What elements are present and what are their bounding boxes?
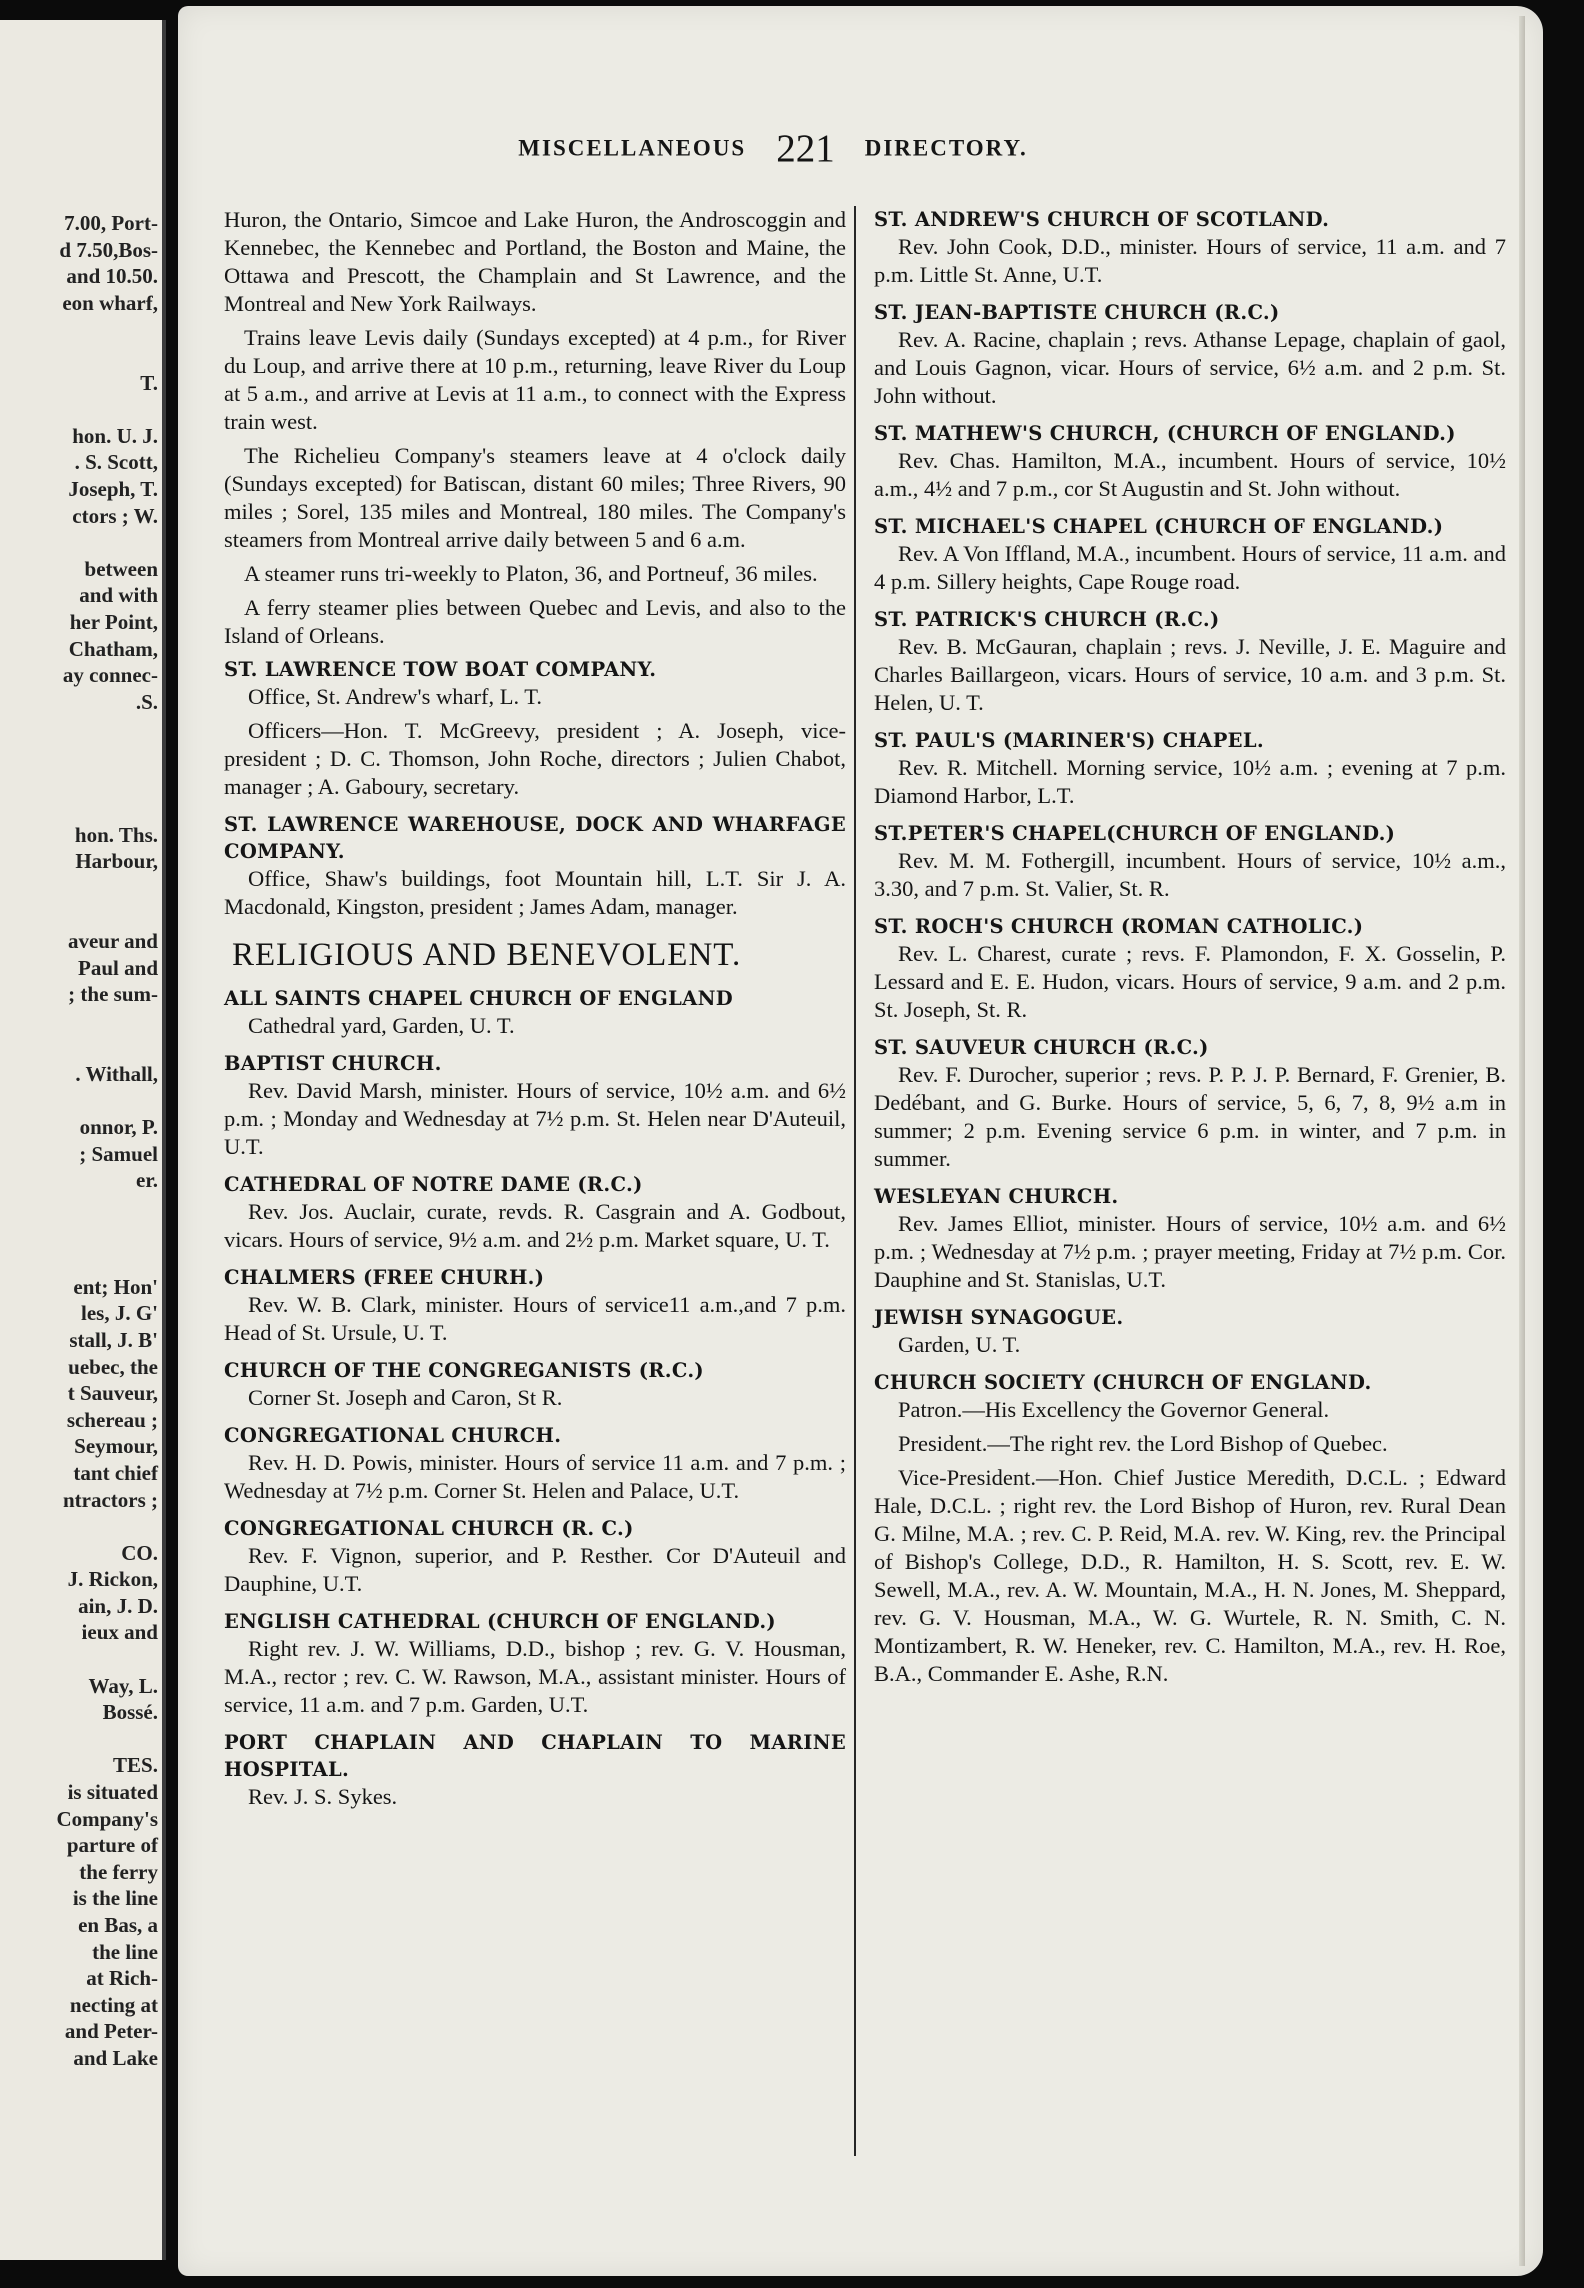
directory-entry xyxy=(224,1050,846,1161)
entry-title: CATHEDRAL OF NOTRE DAME (R.C.) xyxy=(224,1173,643,1196)
sliver-line: t Sauveur, xyxy=(67,1381,158,1406)
entry-body: Rev. David Marsh, minister. Hours of service, 10½ a.m. and 6½ p.m. ; Monday and Wednesday at 7½ p.m. St. Helen near D'Auteuil, U.T. xyxy=(224,1078,846,1159)
sliver-line: . Withall, xyxy=(75,1062,158,1086)
sliver-line xyxy=(0,795,158,822)
paragraph: The Richelieu Company's steamers leave at 4 o'clock daily (Sundays excepted) for Batiscan, distant 60 miles; Three Rivers, 90 miles ; Sorel, 135 miles and Montreal, 180 miles. The Company's steamers from Montreal arrive daily between 5 and 6 a.m. xyxy=(224,443,846,552)
sliver-line: Harbour, xyxy=(75,849,158,874)
directory-entry xyxy=(874,206,1506,289)
sliver-line: necting at xyxy=(69,1992,158,2017)
entries-before xyxy=(224,656,846,921)
right-entries xyxy=(874,206,1506,1688)
directory-entry xyxy=(874,513,1506,596)
sliver-line: is situated xyxy=(67,1780,158,1805)
entry-body: Garden, U. T. xyxy=(898,1332,1021,1357)
sliver-line: schereau ; xyxy=(66,1407,158,1432)
sliver-line xyxy=(0,1194,158,1221)
directory-entry xyxy=(224,1515,846,1598)
sliver-line xyxy=(0,343,158,370)
sliver-line: J. Rickon, xyxy=(67,1567,158,1592)
sliver-line: ay connec- xyxy=(62,663,158,688)
sliver-line: Way, L. xyxy=(88,1673,158,1698)
directory-entry xyxy=(874,913,1506,1024)
entry-body: Cathedral yard, Garden, U. T. xyxy=(248,1013,515,1038)
entry-title: ST. MICHAEL'S CHAPEL (CHURCH OF ENGLAND.) xyxy=(874,515,1444,538)
directory-entry xyxy=(224,1171,846,1254)
sliver-line: aveur and xyxy=(67,929,158,954)
sliver-line: her Point, xyxy=(69,609,158,634)
directory-page xyxy=(178,6,1543,2276)
sliver-line xyxy=(0,1221,158,1248)
header-left-word: MISCELLANEOUS xyxy=(518,135,747,161)
sliver-line: ntractors ; xyxy=(62,1487,158,1512)
sliver-line: and Peter- xyxy=(64,2019,158,2044)
left-column xyxy=(224,206,846,1821)
entry-body: Rev. Jos. Auclair, curate, revds. R. Casgrain and A. Godbout, vicars. Hours of service, 9½ a.m. and 2½ p.m. Market square, U. T. xyxy=(224,1199,846,1252)
directory-entry xyxy=(874,1183,1506,1294)
sliver-line: ieux and xyxy=(81,1620,158,1645)
entry-title: PORT CHAPLAIN AND CHAPLAIN TO MARINE HOSPITAL. xyxy=(224,1731,846,1781)
sliver-line: and Lake xyxy=(73,2045,158,2070)
sliver-line: ent; Hon' xyxy=(73,1274,158,1299)
entry-body: Office, Shaw's buildings, foot Mountain hill, L.T. Sir J. A. Macdonald, Kingston, president ; James Adam, manager. xyxy=(224,866,846,919)
entry-title: ST. SAUVEUR CHURCH (R.C.) xyxy=(874,1036,1209,1059)
paragraph: A steamer runs tri-weekly to Platon, 36, and Portneuf, 36 miles. xyxy=(244,561,818,586)
entry-body: Corner St. Joseph and Caron, St R. xyxy=(248,1385,563,1410)
sliver-line xyxy=(0,901,158,928)
sliver-line: at Rich- xyxy=(86,1966,158,1991)
section-heading: RELIGIOUS AND BENEVOLENT. xyxy=(232,937,742,973)
sliver-line xyxy=(0,1008,158,1035)
entries-after xyxy=(224,985,846,1811)
directory-entry xyxy=(224,1357,846,1412)
header-right-word: DIRECTORY. xyxy=(864,135,1028,161)
entry-title: ST. ANDREW'S CHURCH OF SCOTLAND. xyxy=(874,208,1330,231)
entry-body: Rev. Chas. Hamilton, M.A., incumbent. Hours of service, 10½ a.m., 4½ and 7 p.m., cor St Augustin and St. John without. xyxy=(874,448,1506,501)
sliver-line: tant chief xyxy=(73,1460,158,1485)
paragraph: Trains leave Levis daily (Sundays excepted) at 4 p.m., for River du Loup, and arrive there at 10 p.m., returning, leave River du Loup at 5 a.m., and arrive at Levis at 11 a.m., to connect with the Express train west. xyxy=(224,325,846,434)
sliver-line: .S. xyxy=(135,689,158,714)
sliver-line: hon. Ths. xyxy=(74,822,158,847)
entry-title: CHALMERS (FREE CHURH.) xyxy=(224,1266,545,1289)
entry-body: Rev. W. B. Clark, minister. Hours of service11 a.m.,and 7 p.m. Head of St. Ursule, U. T. xyxy=(224,1292,846,1345)
entry-body: Vice-President.—Hon. Chief Justice Meredith, D.C.L. ; Edward Hale, D.C.L. ; right rev. the Lord Bishop of Huron, rev. Rural Dean G. Milne, M.A. ; rev. C. P. Reid, M.A. rev. W. King, rev. the Principal of Bishop's College, D.D., R. Hamilton, H. S. Scott, rev. E. W. Sewell, M.A., rev. A. W. Mountain, M.A., H. N. Jones, M. Sheppard, rev. G. V. Housman, M.A., W. G. Wurtele, R. N. Smith, C. N. Montizambert, R. W. Heneker, rev. C. Hamilton, M.A., rev. H. Roe, B.A., Commander E. Ashe, R.N. xyxy=(874,1465,1506,1686)
directory-entry xyxy=(874,420,1506,503)
sliver-line: parture of xyxy=(66,1833,158,1858)
sliver-line xyxy=(0,768,158,795)
sliver-line: Chatham, xyxy=(68,636,158,661)
entry-title: ST. LAWRENCE WAREHOUSE, DOCK AND WHARFAGE COMPANY. xyxy=(224,813,846,863)
sliver-line xyxy=(0,1646,158,1673)
directory-entry xyxy=(224,1729,846,1811)
page-number: 221 xyxy=(776,127,835,170)
right-column xyxy=(854,206,1506,2156)
facing-page-text xyxy=(0,210,158,2072)
sliver-line: en Bas, a xyxy=(78,1913,158,1937)
directory-entry xyxy=(224,811,846,921)
entry-body: President.—The right rev. the Lord Bishop of Quebec. xyxy=(898,1431,1388,1456)
sliver-line: d 7.50,Bos- xyxy=(59,237,158,262)
sliver-line: 7.00, Port- xyxy=(64,211,158,235)
sliver-line: ain, J. D. xyxy=(78,1593,158,1618)
sliver-line: the ferry xyxy=(79,1859,158,1884)
directory-entry xyxy=(874,1034,1506,1173)
entry-title: CONGREGATIONAL CHURCH. xyxy=(224,1424,562,1447)
paragraph: A ferry steamer plies between Quebec and Levis, and also to the Island of Orleans. xyxy=(224,595,846,648)
sliver-line: Joseph, T. xyxy=(68,476,158,501)
sliver-line: T. xyxy=(140,370,158,395)
sliver-line xyxy=(0,1088,158,1115)
entry-title: CONGREGATIONAL CHURCH (R. C.) xyxy=(224,1517,634,1540)
entry-body: Rev. James Elliot, minister. Hours of service, 10½ a.m. and 6½ p.m. ; Wednesday at 7½ p.m. ; prayer meeting, Friday at 7½ p.m. Cor. Dauphine and St. Stanislas, U.T. xyxy=(874,1211,1506,1292)
directory-entry xyxy=(874,1369,1506,1688)
sliver-line xyxy=(0,396,158,423)
entry-title: ST.PETER'S CHAPEL(CHURCH OF ENGLAND.) xyxy=(874,822,1396,845)
sliver-line: onnor, P. xyxy=(79,1115,158,1140)
sliver-line xyxy=(0,875,158,902)
sliver-line xyxy=(0,1513,158,1540)
entry-body: Rev. B. McGauran, chaplain ; revs. J. Neville, J. E. Maguire and Charles Baillargeon, vicars. Hours of service, 10 a.m. and 3 p.m. St. Helen, U. T. xyxy=(874,634,1506,715)
entry-body: Office, St. Andrew's wharf, L. T. xyxy=(248,684,542,709)
entry-title: WESLEYAN CHURCH. xyxy=(874,1185,1119,1208)
sliver-line: eon wharf, xyxy=(62,290,158,315)
sliver-line: Company's xyxy=(56,1806,158,1831)
directory-entry xyxy=(874,606,1506,717)
directory-entry xyxy=(874,727,1506,810)
facing-page-sliver xyxy=(0,20,166,2260)
entry-title: ST. ROCH'S CHURCH (ROMAN CATHOLIC.) xyxy=(874,915,1364,938)
sliver-line: ctors ; W. xyxy=(72,503,158,528)
entry-title: ALL SAINTS CHAPEL CHURCH OF ENGLAND xyxy=(224,987,733,1010)
entry-title: CHURCH SOCIETY (CHURCH OF ENGLAND. xyxy=(874,1371,1372,1394)
sliver-line: les, J. G' xyxy=(81,1301,158,1326)
directory-entry xyxy=(874,299,1506,410)
running-header xyxy=(178,126,1368,171)
entry-body: Rev. A Von Iffland, M.A., incumbent. Hours of service, 11 a.m. and 4 p.m. Sillery heights, Cape Rouge road. xyxy=(874,541,1506,594)
entry-body: Rev. L. Charest, curate ; revs. F. Plamondon, F. X. Gosselin, P. Lessard and E. E. Hudon, vicars. Hours of service, 9 a.m. and 2 p.m. St. Joseph, St. R. xyxy=(874,941,1506,1022)
sliver-line xyxy=(0,1034,158,1061)
sliver-line: stall, J. B' xyxy=(69,1327,158,1352)
continuation-paragraph: Huron, the Ontario, Simcoe and Lake Huron, the Androscoggin and Kennebec, the Kennebec and Portland, the Boston and Maine, the Ottawa and Prescott, the Champlain and St Lawrence, and the Montreal and New York Railways. xyxy=(224,207,846,316)
entry-body: Rev. J. S. Sykes. xyxy=(248,1784,398,1809)
sliver-line: the line xyxy=(92,1939,158,1964)
entry-title: ST. LAWRENCE TOW BOAT COMPANY. xyxy=(224,658,657,681)
sliver-line: TES. xyxy=(113,1753,158,1778)
entry-title: ST. MATHEW'S CHURCH, (CHURCH OF ENGLAND.) xyxy=(874,422,1456,445)
entry-title: BAPTIST CHURCH. xyxy=(224,1052,442,1075)
entry-title: ENGLISH CATHEDRAL (CHURCH OF ENGLAND.) xyxy=(224,1610,776,1633)
sliver-line: ; the sum- xyxy=(68,982,158,1007)
directory-entry xyxy=(874,820,1506,903)
sliver-line: Bossé. xyxy=(102,1700,158,1725)
directory-entry xyxy=(224,1608,846,1719)
entry-title: ST. PATRICK'S CHURCH (R.C.) xyxy=(874,608,1220,631)
entry-title: ST. PAUL'S (MARINER'S) CHAPEL. xyxy=(874,729,1264,752)
entry-body: Officers—Hon. T. McGreevy, president ; A. Joseph, vice-president ; D. C. Thomson, John Roche, directors ; Julien Chabot, manager ; A. Gaboury, secretary. xyxy=(224,718,846,799)
page-edge xyxy=(1519,16,1525,2266)
entry-body: Right rev. J. W. Williams, D.D., bishop ; rev. G. V. Housman, M.A., rector ; rev. C. W. Rawson, M.A., assistant minister. Hours of service, 11 a.m. and 7 p.m. Garden, U.T. xyxy=(224,1636,846,1717)
sliver-line xyxy=(0,715,158,742)
sliver-line: CO. xyxy=(121,1540,158,1565)
entry-body: Rev. H. D. Powis, minister. Hours of service 11 a.m. and 7 p.m. ; Wednesday at 7½ p.m. Corner St. Helen and Palace, U.T. xyxy=(224,1450,846,1503)
sliver-line: Seymour, xyxy=(74,1434,158,1459)
sliver-line: between xyxy=(84,556,158,581)
entry-body: Rev. A. Racine, chaplain ; revs. Athanse Lepage, chaplain of gaol, and Louis Gagnon, vicar. Hours of service, 6½ a.m. and 2 p.m. St. John without. xyxy=(874,327,1506,408)
entry-title: CHURCH OF THE CONGREGANISTS (R.C.) xyxy=(224,1359,704,1382)
sliver-line: hon. U. J. xyxy=(72,423,158,448)
sliver-line: Paul and xyxy=(78,955,158,980)
sliver-line xyxy=(0,742,158,769)
entry-body: Rev. F. Durocher, superior ; revs. P. P. J. P. Bernard, F. Grenier, B. Dedébant, and G. Burke. Hours of service, 5, 6, 7, 8, 9½ a.m in summer; 2 p.m. Evening service 6 p.m. in winter, and 7 p.m. in summer. xyxy=(874,1062,1506,1171)
entry-title: JEWISH SYNAGOGUE. xyxy=(874,1306,1124,1329)
sliver-line: uebec, the xyxy=(68,1354,158,1379)
directory-entry xyxy=(224,985,846,1040)
directory-entry xyxy=(224,656,846,801)
sliver-line xyxy=(0,529,158,556)
sliver-line xyxy=(0,1247,158,1274)
sliver-line: er. xyxy=(136,1168,158,1193)
entry-body: Rev. R. Mitchell. Morning service, 10½ a.m. ; evening at 7 p.m. Diamond Harbor, L.T. xyxy=(874,755,1506,808)
entry-body: Rev. F. Vignon, superior, and P. Resther. Cor D'Auteuil and Dauphine, U.T. xyxy=(224,1543,846,1596)
directory-entry xyxy=(224,1422,846,1505)
sliver-line xyxy=(0,316,158,343)
sliver-line: . S. Scott, xyxy=(74,450,158,475)
sliver-line: and with xyxy=(79,583,158,608)
entry-body: Rev. John Cook, D.D., minister. Hours of service, 11 a.m. and 7 p.m. Little St. Anne, U.T. xyxy=(874,234,1506,287)
entry-title: ST. JEAN-BAPTISTE CHURCH (R.C.) xyxy=(874,301,1280,324)
directory-entry xyxy=(874,1304,1506,1359)
sliver-line: ; Samuel xyxy=(79,1141,158,1166)
entry-body: Rev. M. M. Fothergill, incumbent. Hours of service, 10½ a.m., 3.30, and 7 p.m. St. Valier, St. R. xyxy=(874,848,1506,901)
sliver-line: and 10.50. xyxy=(66,264,158,289)
sliver-line xyxy=(0,1726,158,1753)
sliver-line: is the line xyxy=(72,1886,158,1911)
directory-entry xyxy=(224,1264,846,1347)
entry-body: Patron.—His Excellency the Governor General. xyxy=(898,1397,1330,1422)
